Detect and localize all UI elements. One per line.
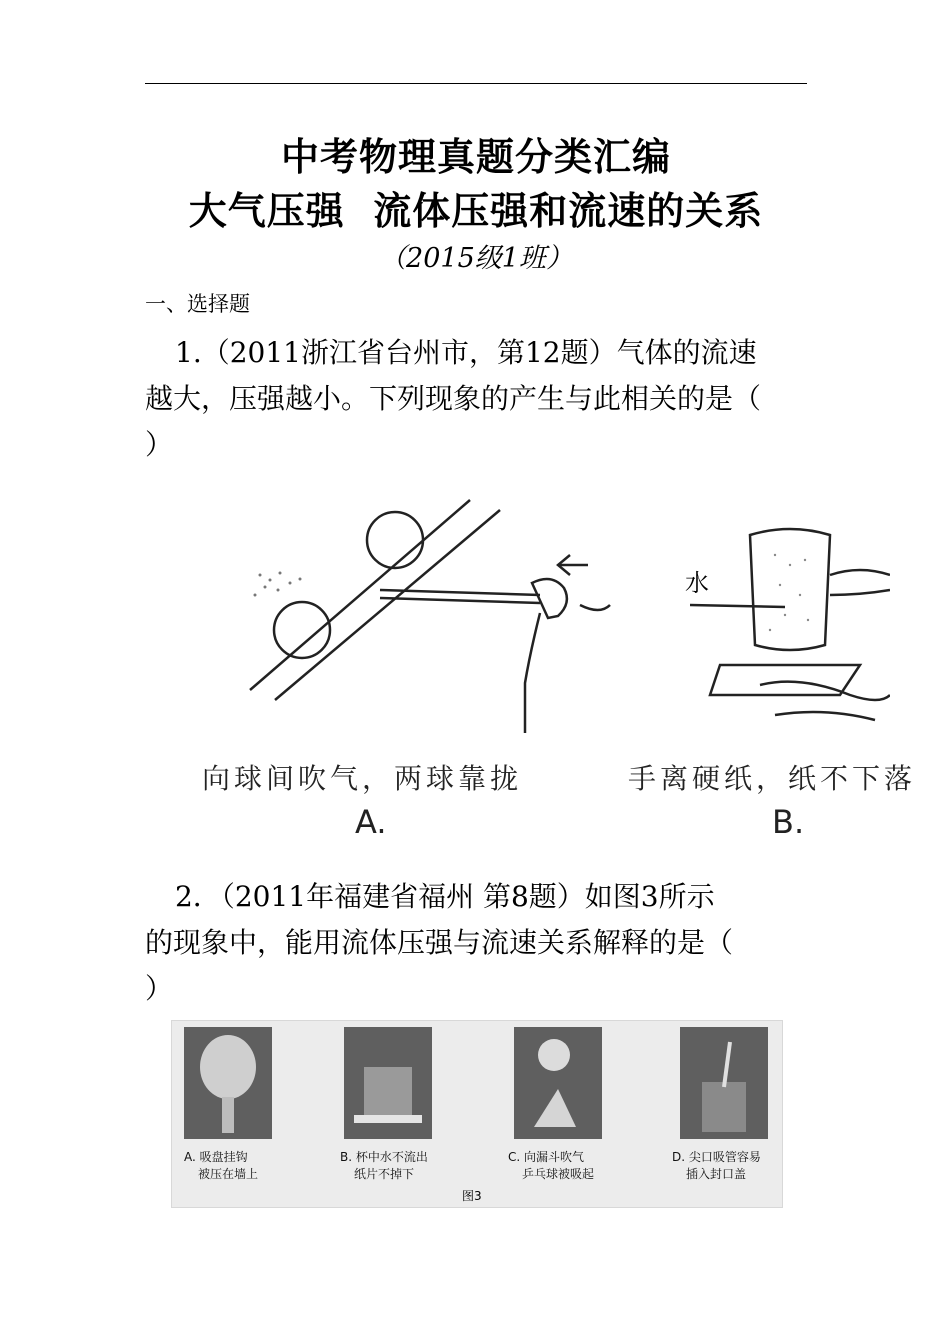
class-label: （2015级1班） bbox=[379, 243, 573, 274]
option-b-caption: 手离硬纸，纸不下落 bbox=[628, 762, 917, 795]
question-1 bbox=[145, 330, 807, 468]
section-heading: 一、选择题 bbox=[145, 292, 250, 316]
funnel-ball-image bbox=[514, 1027, 602, 1139]
question-text-line: 的现象中，能用流体压强与流速关系解释的是（ bbox=[145, 926, 734, 959]
option-a-label: A. bbox=[355, 803, 387, 841]
question-text-line: 1.（2011浙江省台州市，第12题）气体的流速 bbox=[175, 336, 757, 369]
top-rule bbox=[145, 83, 807, 84]
question-text-line: 2．（2011年福建省福州 第8题）如图3所示 bbox=[175, 880, 715, 913]
question-2 bbox=[145, 874, 807, 1012]
option-a-caption: 向球间吹气，两球靠拢 bbox=[202, 762, 523, 795]
question-2-figure bbox=[171, 1020, 783, 1208]
option-b-label: B. bbox=[772, 803, 805, 841]
blowing-between-balls-illustration bbox=[240, 495, 620, 735]
panel-c-photo bbox=[514, 1027, 602, 1139]
water-callout-label: 水 bbox=[685, 569, 709, 597]
panel-d-caption: D. 尖口吸管容易 插入封口盖 bbox=[672, 1150, 761, 1181]
question-1-figure bbox=[180, 495, 950, 845]
panel-a-photo bbox=[184, 1027, 272, 1139]
panel-b-caption: B. 杯中水不流出 纸片不掉下 bbox=[340, 1150, 428, 1181]
question-text-line: ） bbox=[145, 428, 174, 461]
panel-d-photo bbox=[680, 1027, 768, 1139]
straw-lid-image bbox=[680, 1027, 768, 1139]
panel-a-caption: A. 吸盘挂钩 被压在墙上 bbox=[184, 1150, 259, 1181]
cup-paper-image bbox=[344, 1027, 432, 1139]
figure-number: 图3 bbox=[462, 1189, 482, 1203]
question-text-line: 越大，压强越小。下列现象的产生与此相关的是（ bbox=[145, 382, 762, 415]
page-title: 中考物理真题分类汇编 bbox=[280, 134, 671, 179]
inverted-cup-paper-illustration bbox=[690, 515, 890, 735]
page-subtitle: 大气压强 流体压强和流速的关系 bbox=[188, 188, 764, 233]
suction-hook-image bbox=[184, 1027, 272, 1139]
question-text-line: ） bbox=[145, 972, 174, 1005]
panel-c-caption: C. 向漏斗吹气 乒乓球被吸起 bbox=[508, 1150, 595, 1181]
panel-b-photo bbox=[344, 1027, 432, 1139]
